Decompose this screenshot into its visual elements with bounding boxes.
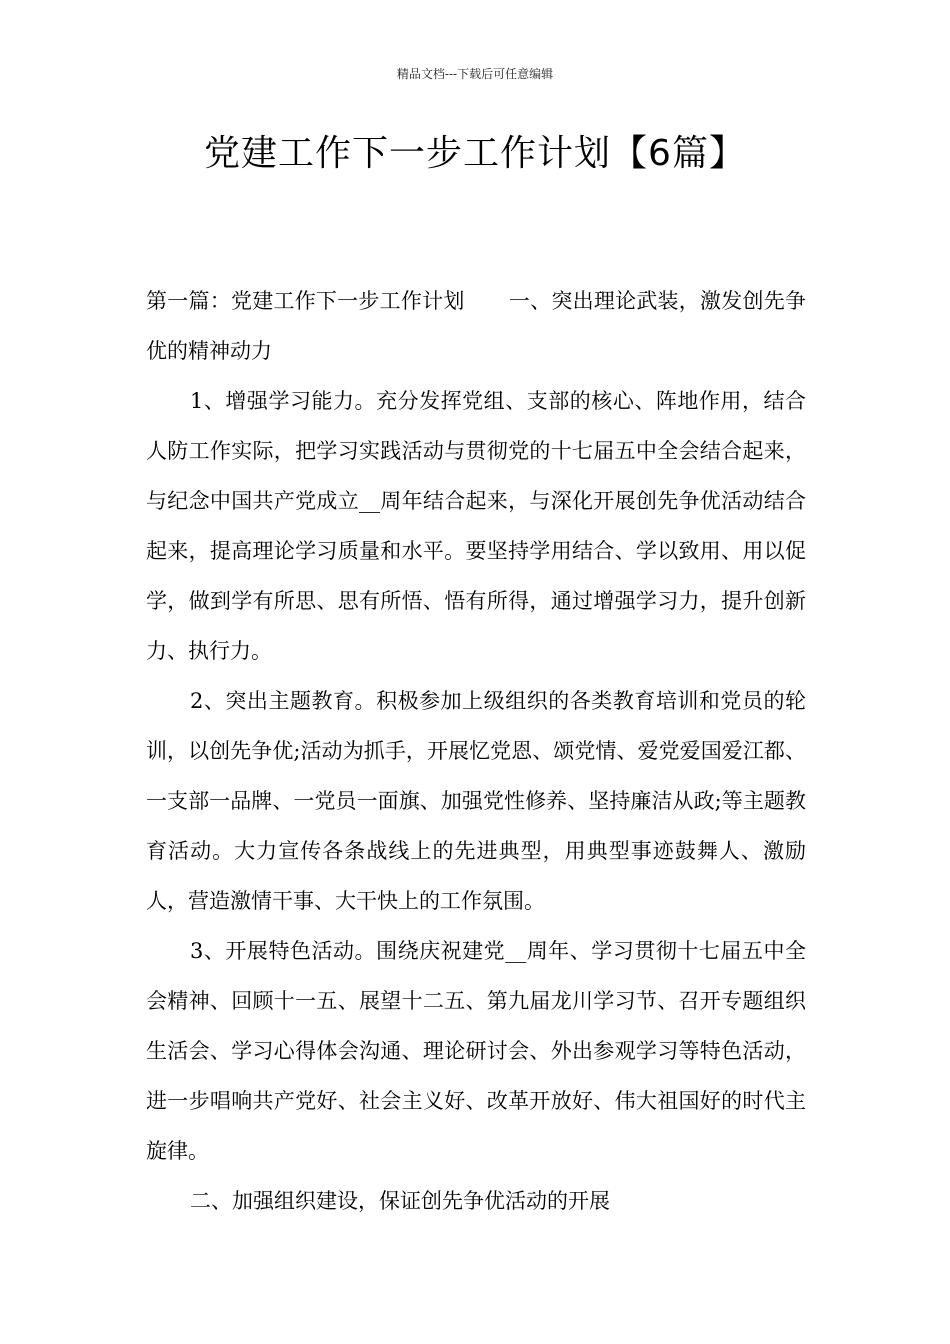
intro-paragraph: [146, 276, 806, 376]
document-header-note: 精品文档---下载后可任意编辑: [396, 67, 554, 81]
document-body: [146, 276, 806, 1226]
intro-section-heading: 一、突出理论武装，激发创先争优的精神动力: [146, 289, 807, 363]
intro-heading: 第一篇：党建工作下一步工作计划: [146, 289, 465, 313]
body-paragraph-2: 2、突出主题教育。积极参加上级组织的各类教育培训和党员的轮训，以创先争优;活动为抓手，开展忆党恩、颂党情、爱党爱国爱江都、一支部一品牌、一党员一面旗、加强党性修养、坚持廉洁从政;等主题教育活动。大力宣传各条战线上的先进典型，用典型事迹鼓舞人、激励人，营造激情干事、大干快上的工作氛围。: [146, 689, 806, 913]
section-heading-2: 二、加强组织建设，保证创先争优活动的开展: [190, 1189, 610, 1213]
body-paragraph-3: 3、开展特色活动。围绕庆祝建党__周年、学习贯彻十七届五中全会精神、回顾十一五、展望十二五、第九届龙川学习节、召开专题组织生活会、学习心得体会沟通、理论研讨会、外出参观学习等特色活动，进一步唱响共产党好、社会主义好、改革开放好、伟大祖国好的时代主旋律。: [146, 939, 806, 1163]
document-title: 党建工作下一步工作计划【6篇】: [204, 133, 746, 174]
body-paragraph-1: 1、增强学习能力。充分发挥党组、支部的核心、阵地作用，结合人防工作实际，把学习实践活动与贯彻党的十七届五中全会结合起来，与纪念中国共产党成立__周年结合起来，与深化开展创先争优活动结合起来，提高理论学习质量和水平。要坚持学用结合、学以致用、用以促学，做到学有所思、思有所悟、悟有所得，通过增强学习力，提升创新力、执行力。: [146, 389, 806, 663]
